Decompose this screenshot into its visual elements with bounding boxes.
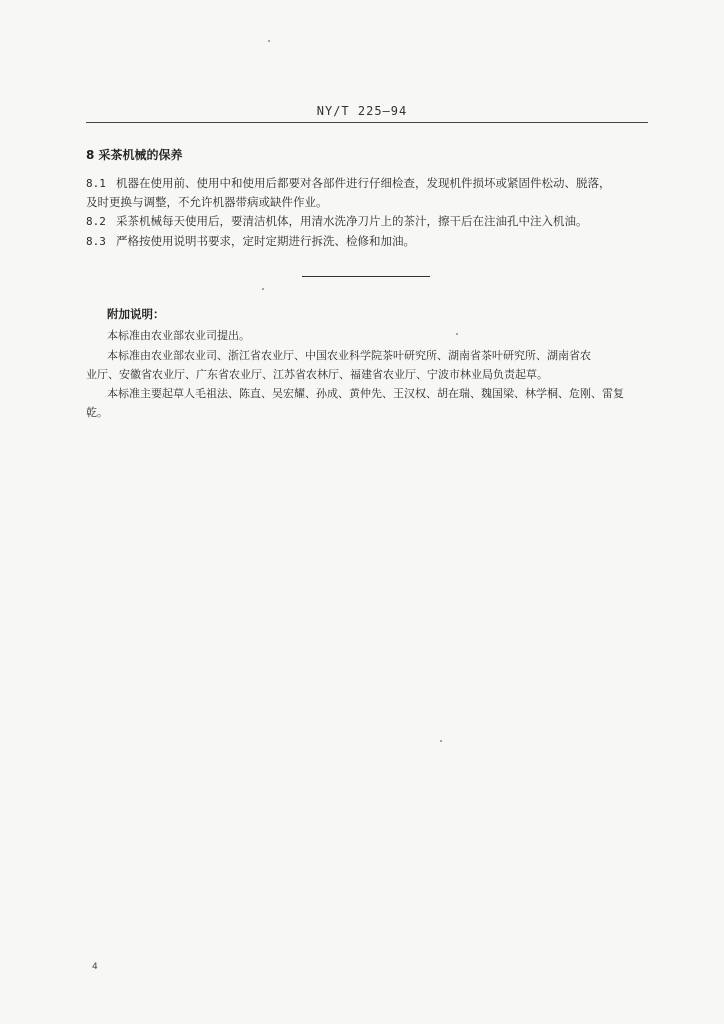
clause-number: 8.3: [86, 235, 106, 248]
clause-8-1: [86, 174, 648, 212]
paragraph-text-continued: 乾。: [86, 406, 108, 419]
clause-8-2: [86, 212, 648, 231]
scan-speck: [440, 740, 442, 742]
clause-8-3: [86, 232, 648, 251]
standard-code: NY/T 225—94: [316, 104, 408, 118]
section-divider: [302, 276, 430, 277]
paragraph-text: 本标准由农业部农业司、浙江省农业厅、中国农业科学院茶叶研究所、湖南省茶叶研究所、湖南省农: [107, 349, 591, 362]
clause-number: 8.1: [86, 177, 106, 190]
scan-speck: [262, 288, 264, 290]
paragraph-text: 本标准主要起草人毛祖法、陈直、吴宏耀、孙成、黄仲先、王汉权、胡在瑞、魏国梁、林学桐、危刚、雷复: [107, 387, 624, 400]
clause-text: 采茶机械每天使用后，要清洁机体，用清水洗净刀片上的茶汁，擦干后在注油孔中注入机油。: [116, 214, 588, 228]
page-number: 4: [92, 962, 98, 972]
clause-number: 8.2: [86, 215, 106, 228]
paragraph-text-continued: 业厅、安徽省农业厅、广东省农业厅、江苏省农林厅、福建省农业厅、宁波市林业局负责起草。: [86, 368, 548, 381]
scan-speck: [456, 333, 458, 335]
header-rule: [86, 122, 648, 123]
clause-text: 严格按使用说明书要求，定时定期进行拆洗、检修和加油。: [116, 234, 415, 248]
clause-text: 机器在使用前、使用中和使用后都要对各部件进行仔细检查，发现机件损坏或紧固件松动、脱落，: [116, 176, 611, 190]
section-heading: 8 采茶机械的保养: [86, 148, 183, 162]
appendix-paragraph: [86, 326, 648, 345]
appendix-heading: 附加说明：: [107, 307, 165, 321]
clause-text-continued: 及时更换与调整，不允许机器带病或缺件作业。: [86, 195, 328, 209]
scan-speck: [268, 40, 270, 42]
appendix-paragraph: [86, 346, 648, 384]
paragraph-text: 本标准由农业部农业司提出。: [107, 329, 250, 342]
appendix-paragraph: [86, 384, 648, 422]
